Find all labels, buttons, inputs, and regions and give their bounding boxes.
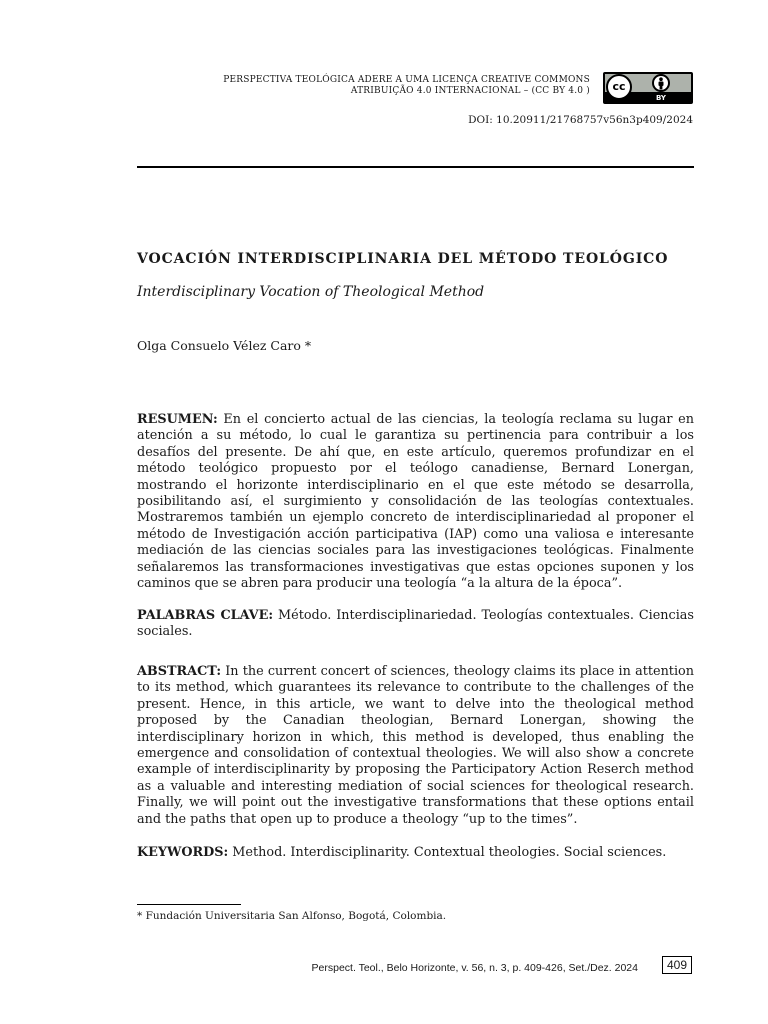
abstract-paragraph — [137, 664, 694, 828]
keywords-paragraph — [137, 845, 694, 861]
cc-icon: cc — [606, 74, 632, 100]
by-label: BY — [655, 94, 667, 102]
abstract-text: In the current concert of sciences, theology claims its place in attention to its method, which guarantees its relevance to contribute to the challenges of the present. Hence, in this article, we want to delve into the theological method proposed by the Canadian theologian, Bernard Lonergan, showing the interdisciplinary horizon in which, this method is developed, thus enabling the emergence and consolidation of contextual theologies. We will also show a concrete example of interdisciplinarity by proposing the Participatory Action Reserch method as a valuable and interesting mediation of social sciences for theological research. Finally, we will point out the investigative transformations that these options entail and the paths that open up to produce a theology “up to the times”. — [137, 664, 694, 827]
keywords-text: Method. Interdisciplinarity. Contextual theologies. Social sciences. — [228, 845, 667, 860]
author-name: Olga Consuelo Vélez Caro * — [137, 338, 312, 353]
article-subtitle: Interdisciplinary Vocation of Theological Method — [137, 284, 485, 300]
license-line-2: ATRIBUIÇÃO 4.0 INTERNACIONAL – (CC BY 4.0 ) — [350, 86, 590, 96]
doi[interactable]: DOI: 10.20911/21768757v56n3p409/2024 — [468, 114, 693, 126]
header-divider — [137, 166, 694, 168]
journal-citation: Perspect. Teol., Belo Horizonte, v. 56, n. 3, p. 409-426, Set./Dez. 2024 — [311, 962, 638, 974]
resumen-paragraph — [137, 412, 694, 592]
keywords-label: KEYWORDS: — [137, 845, 229, 860]
license-notice — [150, 75, 590, 97]
footnote-divider — [137, 904, 241, 905]
resumen-label: RESUMEN: — [137, 412, 218, 427]
cc-by-icon[interactable] — [603, 72, 693, 104]
license-line-1: PERSPECTIVA TEOLÓGICA ADERE A UMA LICENÇA CREATIVE COMMONS — [223, 75, 590, 85]
abstract-label: ABSTRACT: — [137, 664, 222, 679]
page-number: 409 — [662, 956, 692, 974]
resumen-text: En el concierto actual de las ciencias, la teología reclama su lugar en atención a su método, lo cual le garantiza su pertinencia para contribuir a los desafíos del presente. De ahí que, en este artículo, queremos profundizar en el método teológico propuesto por el teólogo canadiense, Bernard Lonergan, mostrando el horizonte interdisciplinario en el que este método se desarrolla, posibilitando así, el surgimiento y consolidación de las teologías contextuales. Mostraremos también un ejemplo concreto de interdisciplinariedad al proponer el método de Investigación acción participativa (IAP) como una valiosa e interesante mediación de las ciencias sociales para las investigaciones teológicas. Finalmente señalaremos las transformaciones investigativas que estas opciones suponen y los caminos que se abren para producir una teología “a la altura de la época”. — [137, 412, 694, 592]
palabras-clave-paragraph — [137, 608, 694, 641]
palabras-clave-text: Método. Interdisciplinariedad. Teologías contextuales. Ciencias sociales. — [137, 608, 694, 640]
footnote: * Fundación Universitaria San Alfonso, Bogotá, Colombia. — [137, 910, 447, 922]
person-icon — [652, 74, 670, 92]
article-title: VOCACIÓN INTERDISCIPLINARIA DEL MÉTODO TEOLÓGICO — [137, 251, 669, 267]
palabras-clave-label: PALABRAS CLAVE: — [137, 608, 274, 623]
